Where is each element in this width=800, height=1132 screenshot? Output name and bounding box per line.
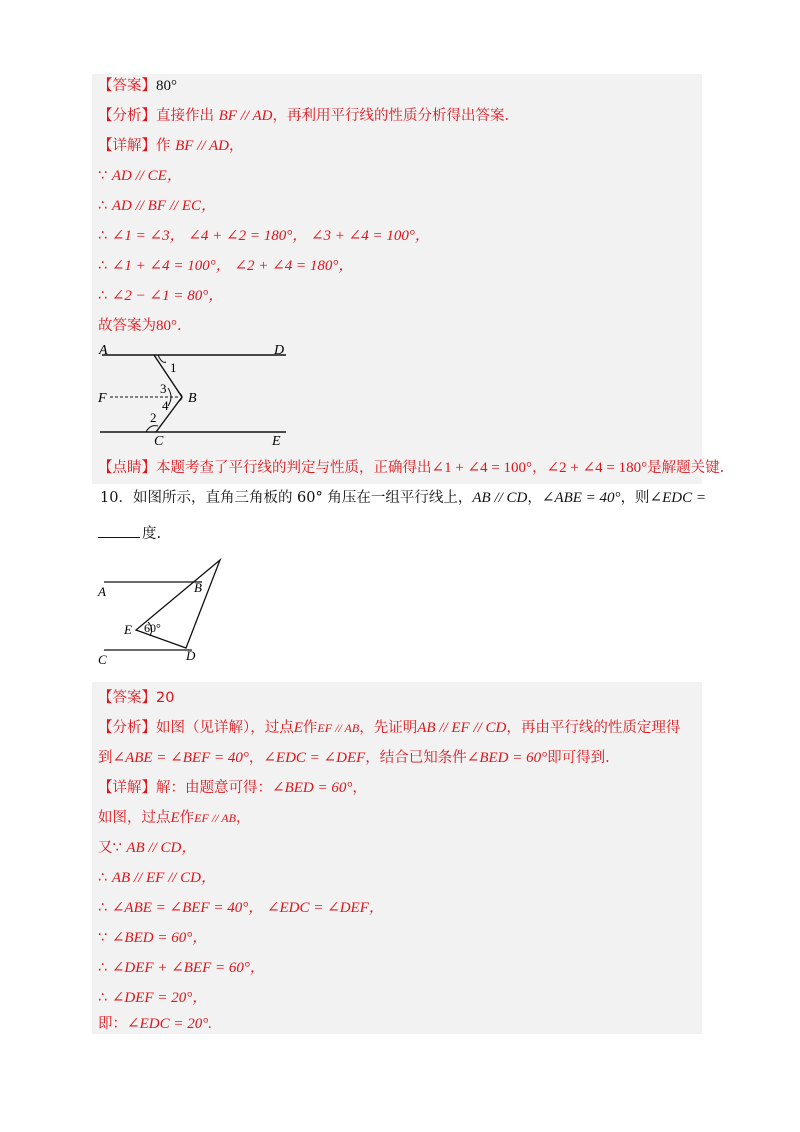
q9-label-E: E (272, 434, 281, 448)
q10-step: 又∵ AB // CD， (98, 840, 197, 856)
q10-label-A: A (98, 584, 106, 599)
q9-label-A: A (99, 343, 108, 358)
q10-detail-line: 【详解】解：由题意可得：∠BED = 60°， (98, 780, 367, 796)
q10-stem-line2: 度. (98, 524, 161, 544)
answer-value: 20 (156, 690, 175, 706)
comment-tag: 【点睛】 (98, 460, 156, 476)
q10-step: 即：∠EDC = 20°. (98, 1016, 212, 1032)
detail-tag: 【详解】 (98, 780, 156, 796)
q9-step: ∴ ∠1 + ∠4 = 100°， ∠2 + ∠4 = 180°， (98, 258, 354, 274)
answer-blank (98, 537, 140, 538)
q9-detail-line: 【详解】作 BF // AD， (98, 138, 244, 154)
q9-step: ∵ AD // CE， (98, 168, 182, 184)
q10-stem-line1: 10．如图所示，直角三角板的 60° 角压在一组平行线上，AB // CD，∠ABE = 40°，则∠EDC = (100, 490, 707, 506)
q10-analysis-line2: 到∠ABE = ∠BEF = 40°，∠EDC = ∠DEF，结合已知条件∠BED = 60°即可得到. (98, 750, 610, 766)
q9-label-F: F (98, 391, 107, 406)
q10-step: ∵ ∠BED = 60°， (98, 930, 208, 946)
answer-value: 80° (156, 78, 177, 94)
q10-analysis-line1: 【分析】如图（见详解），过点E作EF // AB，先证明AB // EF // CD，再由平行线的性质定理得 (98, 720, 681, 736)
q10-label-C: C (98, 652, 107, 666)
q9-label-D: D (274, 343, 285, 358)
q9-label-B: B (188, 391, 197, 406)
q9-step: ∴ AD // BF // EC， (98, 198, 217, 214)
analysis-tag: 【分析】 (98, 720, 156, 736)
q9-label-3: 3 (160, 381, 167, 396)
q9-label-1: 1 (170, 360, 177, 375)
q9-step: ∴ ∠2 − ∠1 = 80°， (98, 288, 224, 304)
answer-tag: 【答案】 (98, 690, 156, 706)
answer-tag: 【答案】 (98, 78, 156, 94)
q9-step: ∴ ∠1 = ∠3， ∠4 + ∠2 = 180°， ∠3 + ∠4 = 100°， (98, 228, 430, 244)
q9-comment-line: 【点睛】本题考查了平行线的判定与性质，正确得出∠1 + ∠4 = 100°，∠2 + ∠4 = 180°是解题关键. (98, 460, 725, 476)
q9-figure (96, 340, 296, 448)
q9-analysis-line: 【分析】直接作出 BF // AD，再利用平行线的性质分析得出答案. (98, 108, 510, 124)
q10-label-D: D (186, 648, 196, 663)
q10-answer-line (98, 688, 174, 708)
q10-label-B: B (194, 580, 202, 595)
q10-construction-line: 如图，过点E作EF // AB， (98, 810, 251, 826)
q10-step: ∴ ∠ABE = ∠BEF = 40°， ∠EDC = ∠DEF， (98, 900, 384, 916)
q10-figure (96, 556, 236, 666)
q9-answer-line (98, 76, 177, 96)
q10-label-angle: 60° (144, 621, 161, 635)
detail-tag: 【详解】 (98, 138, 156, 154)
q10-step: ∴ AB // EF // CD， (98, 870, 217, 886)
q10-step: ∴ ∠DEF + ∠BEF = 60°， (98, 960, 265, 976)
q9-label-4: 4 (162, 398, 169, 413)
q10-label-E: E (124, 622, 132, 637)
q9-conclusion: 故答案为80°. (98, 318, 182, 334)
q10-step: ∴ ∠DEF = 20°， (98, 990, 208, 1006)
q9-label-C: C (154, 434, 164, 448)
q9-label-2: 2 (150, 410, 157, 425)
analysis-tag: 【分析】 (98, 108, 156, 124)
